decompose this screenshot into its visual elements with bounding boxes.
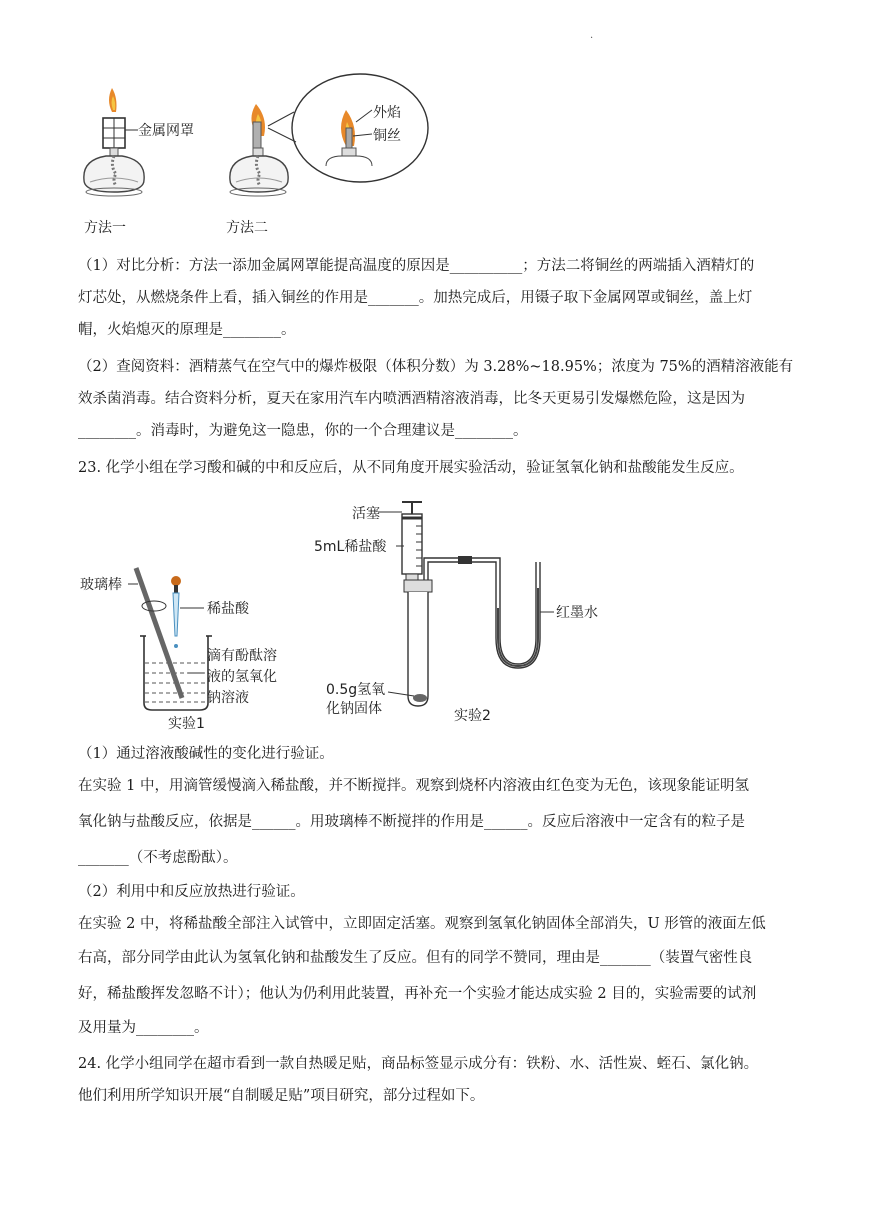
q23-s2-line4: 及用量为________。 xyxy=(78,1020,209,1036)
label-outer-flame: 外焰 xyxy=(373,105,401,121)
alcohol-lamp-method2 xyxy=(230,104,288,196)
experiment2-apparatus xyxy=(378,502,554,706)
label-dilute-hcl: 稀盐酸 xyxy=(207,601,249,617)
caption-method2: 方法二 xyxy=(226,220,268,236)
label-red-ink: 红墨水 xyxy=(556,605,598,621)
page-dot: . xyxy=(590,30,594,41)
caption-experiment2: 实验2 xyxy=(454,708,491,724)
q24-line2: 他们利用所学知识开展“自制暖足贴”项目研究，部分过程如下。 xyxy=(78,1088,485,1104)
q24-line1: 24. 化学小组同学在超市看到一款自热暖足贴，商品标签显示成分有：铁粉、水、活性炭、蛭石、氯化钠。 xyxy=(78,1056,759,1072)
label-metal-mesh: 金属网罩 xyxy=(138,123,194,139)
label-5ml-hcl: 5mL稀盐酸 xyxy=(314,539,387,555)
q22-p1-line1: （1）对比分析：方法一添加金属网罩能提高温度的原因是__________；方法二将铜丝的两端插入酒精灯的 xyxy=(78,258,755,274)
q23-s2-line3: 好，稀盐酸挥发忽略不计）；他认为仍利用此装置，再补充一个实验才能达成实验 2 目的，实验需要的试剂 xyxy=(78,986,757,1002)
q23-s2-line1: 在实验 2 中，将稀盐酸全部注入试管中，立即固定活塞。观察到氢氧化钠固体全部消失，U 形管的液面左低 xyxy=(78,916,766,932)
q22-p1-line3: 帽，火焰熄灭的原理是________。 xyxy=(78,322,296,338)
caption-experiment1: 实验1 xyxy=(168,716,205,732)
alcohol-lamp-method1 xyxy=(84,88,144,196)
experiment-figure xyxy=(70,488,630,738)
label-solution-line3: 钠溶液 xyxy=(207,690,249,706)
experiment1-apparatus xyxy=(128,568,212,710)
label-piston: 活塞 xyxy=(352,506,380,522)
q23-s1-title: （1）通过溶液酸碱性的变化进行验证。 xyxy=(78,746,334,762)
label-solution-line2: 液的氢氧化 xyxy=(207,669,277,685)
q23-s1-line3: _______（不考虑酚酞）。 xyxy=(78,850,238,866)
caption-method1: 方法一 xyxy=(84,220,126,236)
label-glass-rod: 玻璃棒 xyxy=(80,577,122,593)
q23-intro: 23. 化学小组在学习酸和碱的中和反应后，从不同角度开展实验活动，验证氢氧化钠和盐酸能发生反应。 xyxy=(78,460,744,476)
label-naoh-line2: 化钠固体 xyxy=(326,701,382,717)
label-copper-wire: 铜丝 xyxy=(373,128,401,144)
q22-p1-line2: 灯芯处，从燃烧条件上看，插入铜丝的作用是_______。加热完成后，用镊子取下金属网罩或铜丝，盖上灯 xyxy=(78,290,753,306)
q22-p2-line1: （2）查阅资料：酒精蒸气在空气中的爆炸极限（体积分数）为 3.28%~18.95%；浓度为 75%的酒精溶液能有 xyxy=(78,359,794,375)
alcohol-lamp-figure xyxy=(70,70,430,250)
q23-s2-title: （2）利用中和反应放热进行验证。 xyxy=(78,884,305,900)
q23-s1-line2: 氧化钠与盐酸反应，依据是______。用玻璃棒不断搅拌的作用是______。反应后溶液中一定含有的粒子是 xyxy=(78,814,745,830)
q23-s2-line2: 右高，部分同学由此认为氢氧化钠和盐酸发生了反应。但有的同学不赞同，理由是_______（装置气密性良 xyxy=(78,950,753,966)
q22-p2-line3: ________。消毒时，为避免这一隐患，你的一个合理建议是________。 xyxy=(78,423,528,439)
label-solution-line1: 滴有酚酞溶 xyxy=(207,648,277,664)
q22-p2-line2: 效杀菌消毒。结合资料分析，夏天在家用汽车内喷洒酒精溶液消毒，比冬天更易引发爆燃危险，这是因为 xyxy=(78,391,745,407)
q23-s1-line1: 在实验 1 中，用滴管缓慢滴入稀盐酸，并不断搅拌。观察到烧杯内溶液由红色变为无色，该现象能证明氢 xyxy=(78,778,749,794)
label-naoh-line1: 0.5g氢氧 xyxy=(326,682,386,698)
